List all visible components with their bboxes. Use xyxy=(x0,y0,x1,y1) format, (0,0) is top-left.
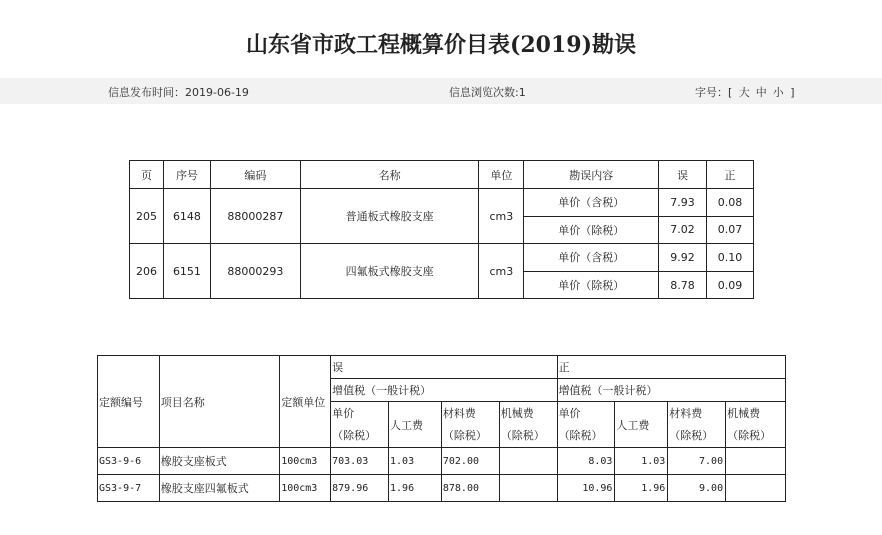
view-count: 信息浏览次数:1 xyxy=(449,86,526,99)
seq-cell: 6151 xyxy=(163,244,210,299)
correct-value-cell: 0.10 xyxy=(707,244,754,272)
header-cell: 名称 xyxy=(300,161,479,189)
table-header-row xyxy=(130,161,754,189)
font-size-switcher xyxy=(695,84,795,100)
header-unit: 定额单位 xyxy=(280,356,331,448)
header-name: 项目名称 xyxy=(159,356,279,448)
header-machine: 机械费 （除税） xyxy=(499,402,557,448)
correct-material-cell: 9.00 xyxy=(668,475,726,502)
font-size-large-button[interactable]: 大 xyxy=(738,86,750,99)
header-correct: 正 xyxy=(557,356,785,379)
unit-cell: cm3 xyxy=(479,244,524,299)
code-cell: GS3-9-6 xyxy=(98,448,160,475)
wrong-value-cell: 7.93 xyxy=(659,189,707,217)
wrong-material-cell: 702.00 xyxy=(441,448,499,475)
correct-price-cell: 8.03 xyxy=(557,448,615,475)
table-row xyxy=(130,189,754,217)
header-cell: 误 xyxy=(659,161,707,189)
font-size-suffix: ] xyxy=(790,86,795,99)
correct-labor-cell: 1.03 xyxy=(615,448,668,475)
correct-price-cell: 10.96 xyxy=(557,475,615,502)
header-cell: 勘误内容 xyxy=(524,161,659,189)
code-cell: 88000293 xyxy=(210,244,300,299)
header-labor: 人工费 xyxy=(389,402,442,448)
header-vat-wrong: 增值税（一般计税） xyxy=(331,379,557,402)
table-row xyxy=(98,475,786,502)
wrong-price-cell: 703.03 xyxy=(331,448,389,475)
correct-value-cell: 0.07 xyxy=(707,216,754,244)
table-header-row xyxy=(98,356,786,379)
correct-labor-cell: 1.96 xyxy=(615,475,668,502)
header-cell: 单位 xyxy=(479,161,524,189)
header-machine: 机械费 （除税） xyxy=(726,402,786,448)
errata-table-quota xyxy=(97,355,786,502)
header-code: 定额编号 xyxy=(98,356,160,448)
seq-cell: 6148 xyxy=(163,189,210,244)
correct-machine-cell xyxy=(726,448,786,475)
name-cell: 普通板式橡胶支座 xyxy=(300,189,479,244)
font-size-prefix: 字号：[ xyxy=(695,86,733,99)
content-cell: 单价（含税） xyxy=(524,189,659,217)
wrong-material-cell: 878.00 xyxy=(441,475,499,502)
unit-cell: cm3 xyxy=(479,189,524,244)
wrong-price-cell: 879.96 xyxy=(331,475,389,502)
header-cell: 序号 xyxy=(163,161,210,189)
header-cell: 编码 xyxy=(210,161,300,189)
header-labor: 人工费 xyxy=(615,402,668,448)
header-material: 材料费 （除税） xyxy=(668,402,726,448)
name-cell: 四氟板式橡胶支座 xyxy=(300,244,479,299)
wrong-machine-cell xyxy=(499,448,557,475)
page-cell: 206 xyxy=(130,244,164,299)
header-cell: 正 xyxy=(707,161,754,189)
wrong-value-cell: 7.02 xyxy=(659,216,707,244)
correct-value-cell: 0.08 xyxy=(707,189,754,217)
header-vat-correct: 增值税（一般计税） xyxy=(557,379,785,402)
correct-material-cell: 7.00 xyxy=(668,448,726,475)
name-cell: 橡胶支座四氟板式 xyxy=(159,475,279,502)
content-cell: 单价（含税） xyxy=(524,244,659,272)
header-price: 单价 （除税） xyxy=(557,402,615,448)
font-size-medium-button[interactable]: 中 xyxy=(755,86,767,99)
wrong-labor-cell: 1.03 xyxy=(389,448,442,475)
errata-table-materials xyxy=(129,160,754,299)
page-title: 山东省市政工程概算价目表(2019)勘误 xyxy=(245,32,637,58)
header-material: 材料费 （除税） xyxy=(441,402,499,448)
wrong-labor-cell: 1.96 xyxy=(389,475,442,502)
wrong-value-cell: 8.78 xyxy=(659,271,707,299)
unit-cell: 100cm3 xyxy=(280,475,331,502)
info-bar xyxy=(0,78,882,104)
unit-cell: 100cm3 xyxy=(280,448,331,475)
header-wrong: 误 xyxy=(331,356,557,379)
correct-machine-cell xyxy=(726,475,786,502)
page-cell: 205 xyxy=(130,189,164,244)
wrong-machine-cell xyxy=(499,475,557,502)
header-price: 单价 （除税） xyxy=(331,402,389,448)
code-cell: GS3-9-7 xyxy=(98,475,160,502)
wrong-value-cell: 9.92 xyxy=(659,244,707,272)
correct-value-cell: 0.09 xyxy=(707,271,754,299)
code-cell: 88000287 xyxy=(210,189,300,244)
table-row xyxy=(130,244,754,272)
font-size-small-button[interactable]: 小 xyxy=(772,86,784,99)
table-row xyxy=(98,448,786,475)
name-cell: 橡胶支座板式 xyxy=(159,448,279,475)
publish-date: 信息发布时间：2019-06-19 xyxy=(108,86,249,99)
header-cell: 页 xyxy=(130,161,164,189)
content-cell: 单价（除税） xyxy=(524,271,659,299)
content-cell: 单价（除税） xyxy=(524,216,659,244)
